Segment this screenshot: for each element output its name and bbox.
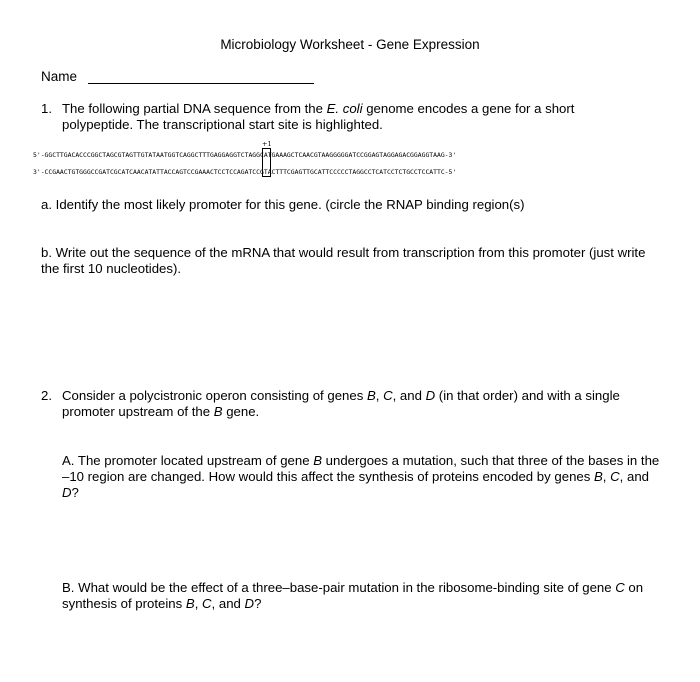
question-1a: a. Identify the most likely promoter for this gene. (circle the RNAP binding region(s) xyxy=(41,197,525,212)
dna-top-strand: 5'-GGCTTGACACCCGGCTAGCGTAGTTGTATAATGGTCAGGCTTTGAGGAGGTCTAGGCATGAAAGCTCAACGTAAGGGGGATCCGGAGTAGGAGACGGAGGTAAG-3' xyxy=(33,151,457,159)
organism-name: E. coli xyxy=(326,101,363,116)
name-blank-line[interactable] xyxy=(88,83,314,84)
name-label: Name xyxy=(41,69,78,84)
tss-label: +1 xyxy=(262,140,272,148)
question-1-text: The following partial DNA sequence from the E. coli genome encodes a gene for a short polypeptide. The transcriptional start site is highlighted. xyxy=(62,101,575,132)
question-1-number: 1. xyxy=(41,101,52,116)
question-1b: b. Write out the sequence of the mRNA that would result from transcription from this promoter (just write the first 10 nucleotides). xyxy=(41,245,646,276)
question-2-number: 2. xyxy=(41,388,52,403)
page-title: Microbiology Worksheet - Gene Expression xyxy=(220,37,480,52)
dna-bottom-strand: 3'-CCGAACTGTGGGCCGATCGCATCAACATATTACCAGTCCGAAACTCCTCCAGATCCGTACTTTCGAGTTGCATTCCCCCTAGGCCTCATCCTCTGCCTCCATTC-5' xyxy=(33,168,457,176)
question-2b: B. What would be the effect of a three–base-pair mutation in the ribosome-binding site of gene C on synthesis of proteins B, C, and D? xyxy=(62,580,644,611)
question-2a: A. The promoter located upstream of gene B undergoes a mutation, such that three of the bases in the –10 region are changed. How would this affect the synthesis of proteins encoded by genes B, C, and D? xyxy=(62,453,660,500)
question-2-text: Consider a polycistronic operon consisting of genes B, C, and D (in that order) and with a single promoter upstream of the B gene. xyxy=(62,388,620,419)
